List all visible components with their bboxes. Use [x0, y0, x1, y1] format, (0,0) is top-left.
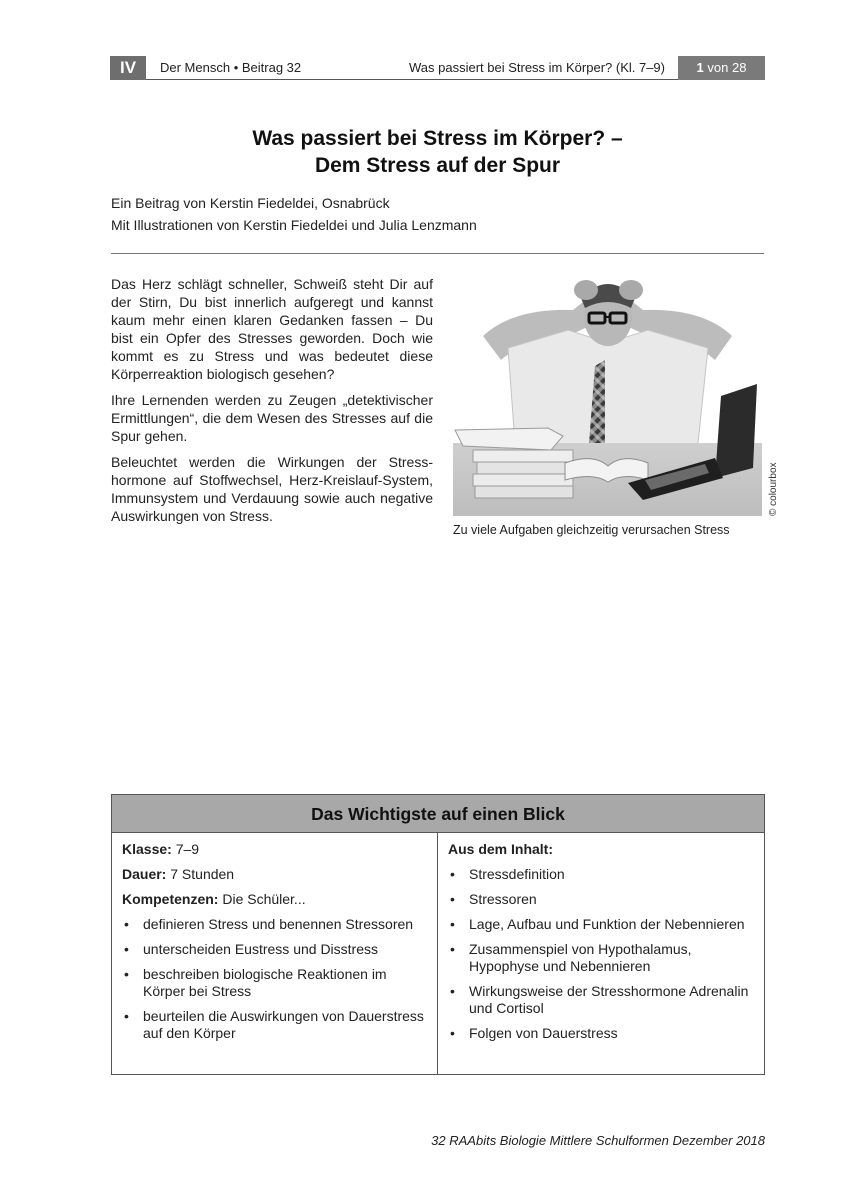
page-indicator	[678, 56, 765, 80]
list-item: • Zusammenspiel von Hypothalamus, Hypophyse und Nebennieren	[448, 941, 754, 975]
title-line-2: Dem Stress auf der Spur	[314, 154, 561, 177]
inhalt-row	[448, 841, 754, 858]
section-badge: IV	[110, 56, 146, 80]
intro-paragraph: Beleuchtet werden die Wirkungen der Stresshormone auf Stoffwechsel, Herz-Kreislauf-System, Immunsystem und Verdauung sowie auch negative Auswirkungen von Stress.	[111, 454, 433, 524]
intro-text	[111, 275, 433, 533]
stressed-student-photo	[453, 268, 762, 516]
list-item: • Stressdefinition	[448, 866, 754, 883]
inhalt-label: Aus dem Inhalt:	[448, 841, 554, 857]
photo-credit: © colourbox	[768, 462, 779, 516]
kompetenzen-list	[122, 916, 427, 1042]
klasse-value: 7–9	[171, 841, 200, 857]
list-item: • Stressoren	[448, 891, 754, 908]
inhalt-list	[448, 866, 754, 1042]
kompetenzen-label: Kompetenzen:	[122, 891, 219, 907]
dauer-row	[122, 866, 427, 883]
header-series: Der Mensch • Beitrag 32	[160, 60, 302, 75]
page-current: 1	[696, 60, 704, 75]
list-item: • Folgen von Dauerstress	[448, 1025, 754, 1042]
list-item: • Wirkungsweise der Stresshormone Adrenalin und Cortisol	[448, 983, 754, 1017]
list-item: • Lage, Aufbau und Funktion der Nebennieren	[448, 916, 754, 933]
overview-box	[111, 794, 765, 1075]
overview-heading: Das Wichtigste auf einen Blick	[112, 795, 764, 833]
kompetenzen-value: Die Schüler...	[218, 891, 306, 907]
title-line-1: Was passiert bei Stress im Körper? –	[252, 127, 623, 150]
page-footer: 32 RAAbits Biologie Mittlere Schulformen Dezember 2018	[431, 1133, 765, 1148]
page-total: von 28	[703, 60, 747, 75]
intro-paragraph: Ihre Lernenden werden zu Zeugen „detektivischer Ermittlungen“, die dem Wesen des Stresses auf die Spur gehen.	[111, 392, 433, 444]
byline-author: Ein Beitrag von Kerstin Fiedeldei, Osnabrück	[111, 195, 390, 211]
overview-left-column	[112, 833, 438, 1074]
running-header	[110, 56, 765, 80]
list-item: • beurteilen die Auswirkungen von Dauerstress auf den Körper	[122, 1008, 427, 1042]
overview-right-column	[438, 833, 764, 1074]
divider	[111, 253, 764, 254]
byline	[111, 192, 477, 236]
page-title	[110, 125, 765, 179]
list-item: • beschreiben biologische Reaktionen im Körper bei Stress	[122, 966, 427, 1000]
intro-paragraph: Das Herz schlägt schneller, Schweiß steht Dir auf der Stirn, Du bist innerlich aufgeregt und kannst kaum mehr einen klaren Gedanken fassen – Du bist ein Opfer des Stresses geworden. Doch wie kommt es zu Stress und was bedeutet diese Körperreaktion biologisch gesehen?	[111, 276, 433, 382]
byline-illustrations: Mit Illustrationen von Kerstin Fiedeldei und Julia Lenzmann	[111, 217, 477, 233]
dauer-label: Dauer:	[122, 866, 167, 882]
header-topic: Was passiert bei Stress im Körper? (Kl. 7–9)	[409, 60, 665, 75]
list-item: • unterscheiden Eustress und Disstress	[122, 941, 427, 958]
klasse-label: Klasse:	[122, 841, 172, 857]
photo-caption: Zu viele Aufgaben gleichzeitig verursachen Stress	[453, 523, 730, 537]
list-item: • definieren Stress und benennen Stressoren	[122, 916, 427, 933]
kompetenzen-row	[122, 891, 427, 908]
dauer-value: 7 Stunden	[166, 866, 235, 882]
klasse-row	[122, 841, 427, 858]
